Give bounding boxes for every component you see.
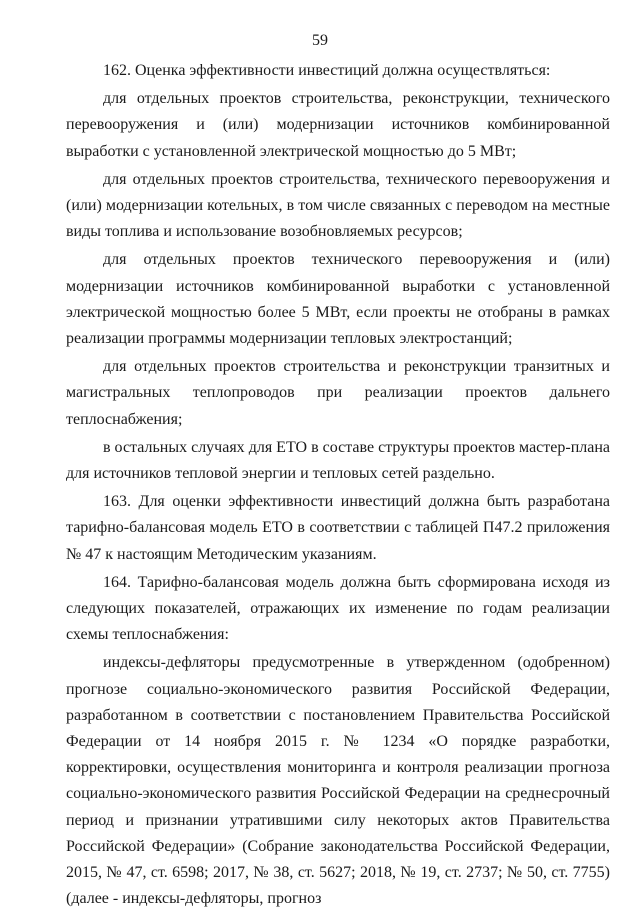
paragraph-item-boilers: для отдельных проектов строительства, технического перевооружения и (или) модернизации котельных, в том числе связанных с переводом на местные виды топлива и использование возобновляемых ресурсов;: [66, 170, 610, 241]
paragraph-item-pipelines: для отдельных проектов строительства и реконструкции транзитных и магистральных теплопроводов при реализации проектов дальнего теплоснабжения;: [66, 358, 610, 428]
paragraph-162-heading: 162. Оценка эффективности инвестиций должна осуществляться:: [103, 62, 551, 79]
paragraph-deflator-indices: индексы-дефляторы предусмотренные в утвержденном (одобренном) прогнозе социально-экономического развития Российской Федерации, разработанном в соответствии с постановлением Правительства Российской Федерации от 14 ноября 2015 г. № 1234 «О порядке разработки, корректировки, осуществления мониторинга и контроля реализации прогноза социально-экономического развития Российской Федерации на среднесрочный период и признании утратившими силу некоторых актов Правительства Российской Федерации» (Собрание законодательства Российской Федерации, 2015, № 47, ст. 6598; 2017, № 38, ст. 5627; 2018, № 19, ст. 2737; № 50, ст. 7755) (далее - индексы-дефляторы, прогноз: [66, 654, 610, 908]
paragraph-163: 163. Для оценки эффективности инвестиций должна быть разработана тарифно-балансовая модель ЕТО в соответствии с таблицей П47.2 приложения № 47 к настоящим Методическим указаниям.: [66, 493, 610, 563]
paragraph-item-cogeneration-small: для отдельных проектов строительства, реконструкции, технического перевооружения и (или) модернизации источников комбинированной выработки с установленной электрической мощностью до 5 МВт;: [66, 90, 610, 160]
paragraph-164: 164. Тарифно-балансовая модель должна быть сформирована исходя из следующих показателей, отражающих их изменение по годам реализации схемы теплоснабжения:: [66, 573, 610, 644]
paragraph-item-cogeneration-large: для отдельных проектов технического перевооружения и (или) модернизации источников комбинированной выработки с установленной электрической мощностью более 5 МВт, если проекты не отобраны в рамках реализации программы модернизации тепловых электростанций;: [66, 251, 610, 348]
page-number: 59: [312, 32, 328, 49]
paragraph-item-other-cases: в остальных случаях для ЕТО в составе структуры проектов мастер-плана для источников тепловой энергии и тепловых сетей раздельно.: [66, 438, 610, 483]
document-body: [66, 58, 610, 913]
